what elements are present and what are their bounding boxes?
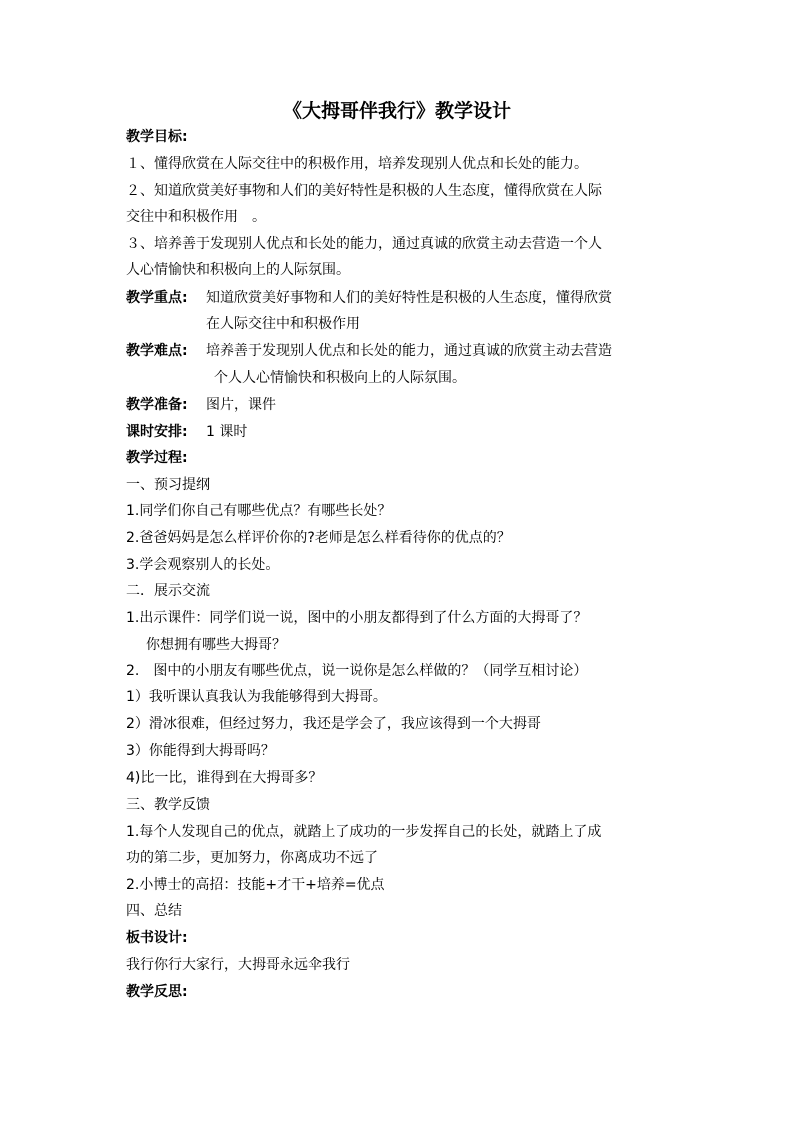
board-heading: 板书设计: — [126, 930, 188, 946]
list-item: 3）你能得到大拇哥吗？ — [126, 743, 275, 759]
difficulty-line-2: 个人人心情愉快和积极向上的人际氛围。 — [214, 370, 466, 386]
reflection-heading: 教学反思: — [126, 984, 188, 1000]
section-1-title: 一、预习提纲 — [126, 477, 210, 493]
process-heading: 教学过程: — [126, 450, 188, 466]
schedule-label: 课时安排: — [126, 424, 188, 440]
list-item: 1.同学们你自己有哪些优点？有哪些长处？ — [126, 503, 392, 519]
preparation-label: 教学准备: — [126, 397, 188, 413]
section-4-title: 四、总结 — [126, 903, 182, 919]
section-3-item-2: 2.小博士的高招：技能+才干+培养=优点 — [126, 877, 385, 893]
list-item: 4)比一比，谁得到在大拇哥多？ — [126, 770, 323, 786]
schedule-value: 1 课时 — [206, 424, 248, 440]
list-item: 2）滑冰很难，但经过努力，我还是学会了，我应该得到一个大拇哥 — [126, 716, 541, 732]
goal-item-2-line-2: 交往中和积极作用 。 — [126, 209, 266, 225]
list-item: 3.学会观察别人的长处。 — [126, 557, 280, 573]
key-point-line-1: 知道欣赏美好事物和人们的美好特性是积极的人生态度，懂得欣赏 — [206, 290, 612, 306]
board-content: 我行你行大家行，大拇哥永远伞我行 — [126, 957, 350, 973]
difficulty-line-1: 培养善于发现别人优点和长处的能力，通过真诚的欣赏主动去营造 — [206, 343, 612, 359]
key-point-label: 教学重点: — [126, 290, 188, 306]
section-2-title: 二．展示交流 — [126, 583, 210, 599]
page-title: 《大拇哥伴我行》教学设计 — [282, 100, 511, 122]
preparation-value: 图片，课件 — [206, 397, 276, 413]
key-point-line-2: 在人际交往中和积极作用 — [206, 316, 360, 332]
section-2-item-1-line-1: 1.出示课件：同学们说一说，图中的小朋友都得到了什么方面的大拇哥了？ — [126, 610, 588, 626]
goal-item-3-line-2: 人心情愉快和积极向上的人际氛围。 — [126, 262, 350, 278]
section-2-item-1-line-2: 你想拥有哪些大拇哥？ — [146, 637, 286, 653]
goals-heading: 教学目标: — [126, 129, 188, 145]
section-3-item-1-line-1: 1.每个人发现自己的优点，就踏上了成功的一步发挥自己的长处，就踏上了成 — [126, 824, 602, 840]
section-3-title: 三、教学反馈 — [126, 797, 210, 813]
section-3-item-1-line-2: 功的第二步，更加努力，你离成功不远了 — [126, 850, 378, 866]
difficulty-label: 教学难点: — [126, 343, 188, 359]
list-item: 1）我听课认真我认为我能够得到大拇哥。 — [126, 689, 387, 705]
goal-item-3-line-1: ３、培养善于发现别人优点和长处的能力，通过真诚的欣赏主动去营造一个人 — [126, 236, 602, 252]
goal-item-1: １、懂得欣赏在人际交往中的积极作用，培养发现别人优点和长处的能力。 — [126, 156, 588, 172]
list-item: 2.爸爸妈妈是怎么样评价你的?老师是怎么样看待你的优点的？ — [126, 530, 511, 546]
section-2-item-2: 2. 图中的小朋友有哪些优点，说一说你是怎么样做的？（同学互相讨论） — [126, 663, 588, 679]
goal-item-2-line-1: ２、知道欣赏美好事物和人们的美好特性是积极的人生态度，懂得欣赏在人际 — [126, 183, 602, 199]
